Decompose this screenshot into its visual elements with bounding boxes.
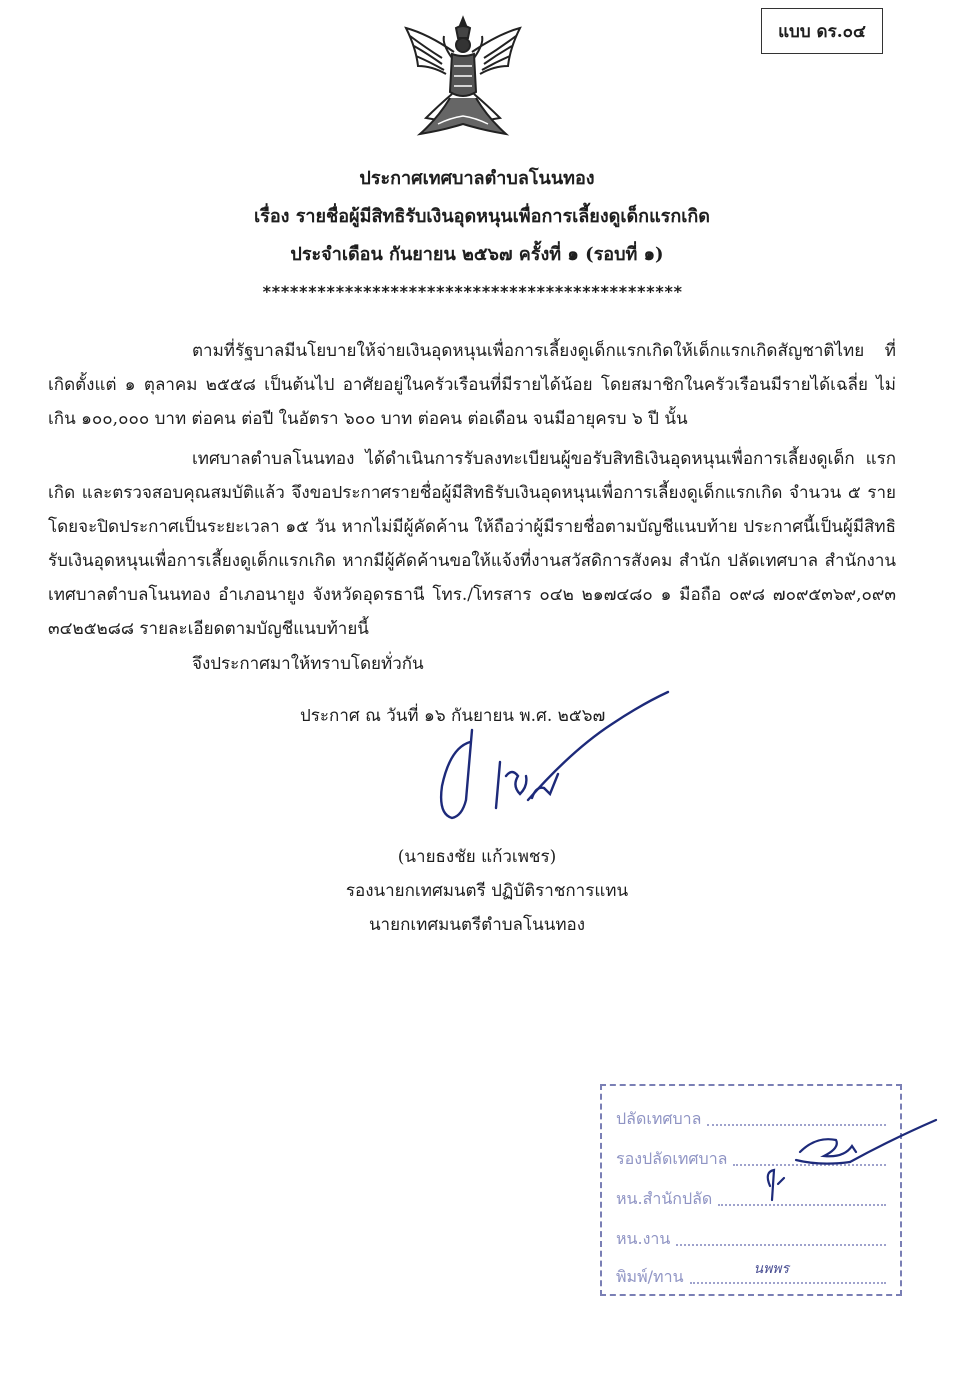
garuda-emblem-icon xyxy=(398,14,528,142)
stamp-row-label: หน.สำนักปลัด xyxy=(616,1189,713,1208)
heading-subject: เรื่อง รายชื่อผู้มีสิทธิรับเงินอุดหนุนเพื่อการเลี้ยงดูเด็กแรกเกิด xyxy=(254,206,710,227)
body-paragraph-1: ตามที่รัฐบาลมีนโยบายให้จ่ายเงินอุดหนุนเพื่อการเลี้ยงดูเด็กแรกเกิดให้เด็กแรกเกิดสัญชาติไทย ที่เกิดตั้งแต่ ๑ ตุลาคม ๒๕๕๘ เป็นต้นไป อาศัยอยู่ในครัวเรือนที่มีรายได้น้อย โดยสมาชิกในครัวเรือนมีรายได้เฉลี่ย ไม่เกิน ๑๐๐,๐๐๐ บาท ต่อคน ต่อปี ในอัตรา ๖๐๐ บาท ต่อคน ต่อเดือน จนมีอายุครบ ๖ ปี นั้น xyxy=(48,341,896,429)
stamp-dotted-line xyxy=(676,1244,886,1246)
announcement-date: ประกาศ ณ วันที่ ๑๖ กันยายน พ.ศ. ๒๕๖๗ xyxy=(300,706,606,726)
stamp-row-label: หน.งาน xyxy=(616,1229,671,1248)
stamp-dotted-line xyxy=(690,1261,887,1284)
handwritten-signature xyxy=(432,690,672,830)
form-code-text: แบบ ดร.๐๔ xyxy=(778,21,866,42)
signer-name: (นายธงชัย แก้วเพชร) xyxy=(397,847,557,867)
signer-authority: นายกเทศมนตรีตำบลโนนทอง xyxy=(368,915,586,935)
stamp-handwritten-signature xyxy=(740,1100,940,1210)
typist-initials: นพพร xyxy=(753,1261,790,1277)
stamp-row-label: ปลัดเทศบาล xyxy=(616,1109,702,1128)
separator-line: ********************************************** xyxy=(262,282,683,301)
announcement-heading xyxy=(0,160,954,274)
stamp-row xyxy=(616,1214,886,1252)
signer-position: รองนายกเทศมนตรี ปฏิบัติราชการแทน xyxy=(345,881,629,901)
stamp-row-label: พิมพ์/ทาน xyxy=(616,1267,684,1286)
form-code-box xyxy=(761,8,883,54)
heading-title: ประกาศเทศบาลตำบลโนนทอง xyxy=(359,168,595,189)
closing-statement: จึงประกาศมาให้ทราบโดยทั่วกัน xyxy=(192,654,424,674)
body-paragraph-2: เทศบาลตำบลโนนทอง ได้ดำเนินการรับลงทะเบียนผู้ขอรับสิทธิเงินอุดหนุนเพื่อการเลี้ยงดูเด็ก แรกเกิด และตรวจสอบคุณสมบัติแล้ว จึงขอประกาศรายชื่อผู้มีสิทธิรับเงินอุดหนุนเพื่อการเลี้ยงดูเด็กแรกเกิด จำนวน ๕ ราย โดยจะปิดประกาศเป็นระยะเวลา ๑๕ วัน หากไม่มีผู้คัดค้าน ให้ถือว่าผู้มีรายชื่อตามบัญชีแนบท้าย ประกาศนี้เป็นผู้มีสิทธิรับเงินอุดหนุนเพื่อการเลี้ยงดูเด็กแรกเกิด หากมีผู้คัดค้านขอให้แจ้งที่งานสวัสดิการสังคม สำนัก ปลัดเทศบาล สำนักงานเทศบาลตำบลโนนทอง อำเภอนายูง จังหวัดอุดรธานี โทร./โทรสาร ๐๔๒ ๒๑๗๔๘๐ ๑ มือถือ ๐๙๘ ๗๐๙๕๓๖๙,๐๙๓ ๓๔๒๕๒๘๘ รายละเอียดตามบัญชีแนบท้ายนี้ xyxy=(48,449,896,639)
stamp-row xyxy=(616,1252,886,1290)
heading-period: ประจำเดือน กันยายน ๒๕๖๗ ครั้งที่ ๑ (รอบที่ ๑) xyxy=(290,244,664,265)
signer-block xyxy=(0,840,954,942)
stamp-row-label: รองปลัดเทศบาล xyxy=(616,1149,728,1168)
